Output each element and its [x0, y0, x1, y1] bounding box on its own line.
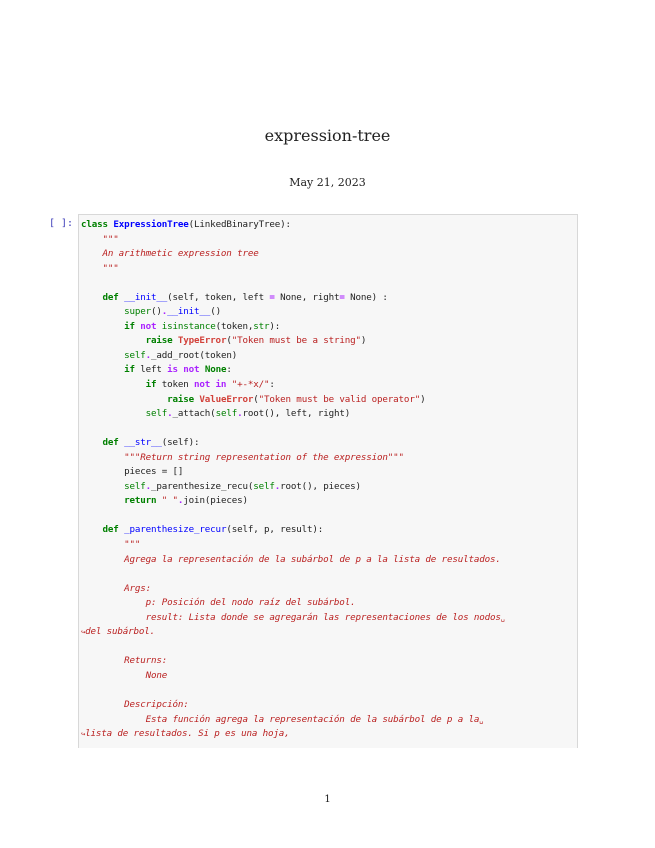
code-line: if not isinstance(token,str): — [124, 320, 281, 332]
code-line: ↪del subárbol. — [81, 626, 156, 638]
code-line: if left is not None: — [124, 364, 232, 376]
code-line: class ExpressionTree(LinkedBinaryTree): — [81, 219, 291, 230]
code-line: Esta función agrega la representación de la subárbol de p a la␣ — [145, 713, 484, 725]
code-line: super().__init__() — [124, 306, 221, 318]
code-line: Descripción: — [124, 699, 189, 711]
code-line: """Return string representation of the expression""" — [124, 451, 404, 463]
code-line: def __init__(self, token, left = None, right= None) : — [102, 291, 388, 303]
code-line: return " ".join(pieces) — [124, 495, 248, 507]
code-line — [81, 422, 505, 437]
code-line: self._attach(self.root(), left, right) — [145, 408, 351, 420]
code-line: def _parenthesize_recur(self, p, result): — [102, 524, 324, 536]
code-line — [81, 640, 505, 655]
code-line: result: Lista donde se agregarán las representaciones de los nodos␣ — [145, 611, 505, 623]
code-cell[interactable] — [78, 214, 578, 748]
code-line: """ — [124, 539, 141, 551]
code-line: self._parenthesize_recu(self.root(), pieces) — [124, 480, 361, 492]
code-line — [81, 567, 505, 582]
code-line: """ — [102, 262, 119, 274]
page-number: 1 — [324, 794, 331, 805]
cell-prompt: [ ]: — [49, 218, 74, 229]
code-line: Args: — [124, 582, 151, 594]
code-line: pieces = [] — [124, 466, 184, 478]
code-line — [81, 509, 505, 524]
code-line: None — [145, 669, 168, 681]
code-block — [81, 218, 505, 742]
code-line: self._add_root(token) — [124, 349, 238, 361]
document-date: May 21, 2023 — [289, 176, 366, 189]
code-line: """ — [102, 233, 119, 245]
code-line: Returns: — [124, 655, 168, 667]
code-line: if token not in "+-*x/": — [145, 379, 275, 391]
code-line: ↪lista de resultados. Si p es una hoja, — [81, 728, 290, 740]
code-line: raise ValueError("Token must be valid operator") — [167, 393, 426, 405]
code-line: def __str__(self): — [102, 437, 200, 449]
code-line: An arithmetic expression tree — [102, 248, 259, 260]
code-line: raise TypeError("Token must be a string") — [145, 335, 367, 347]
code-line — [81, 276, 505, 291]
document-title: expression-tree — [264, 126, 391, 145]
code-line: p: Posición del nodo raíz del subárbol. — [145, 597, 356, 609]
code-line — [81, 684, 505, 699]
code-line: Agrega la representación de la subárbol de p a la lista de resultados. — [124, 553, 501, 565]
